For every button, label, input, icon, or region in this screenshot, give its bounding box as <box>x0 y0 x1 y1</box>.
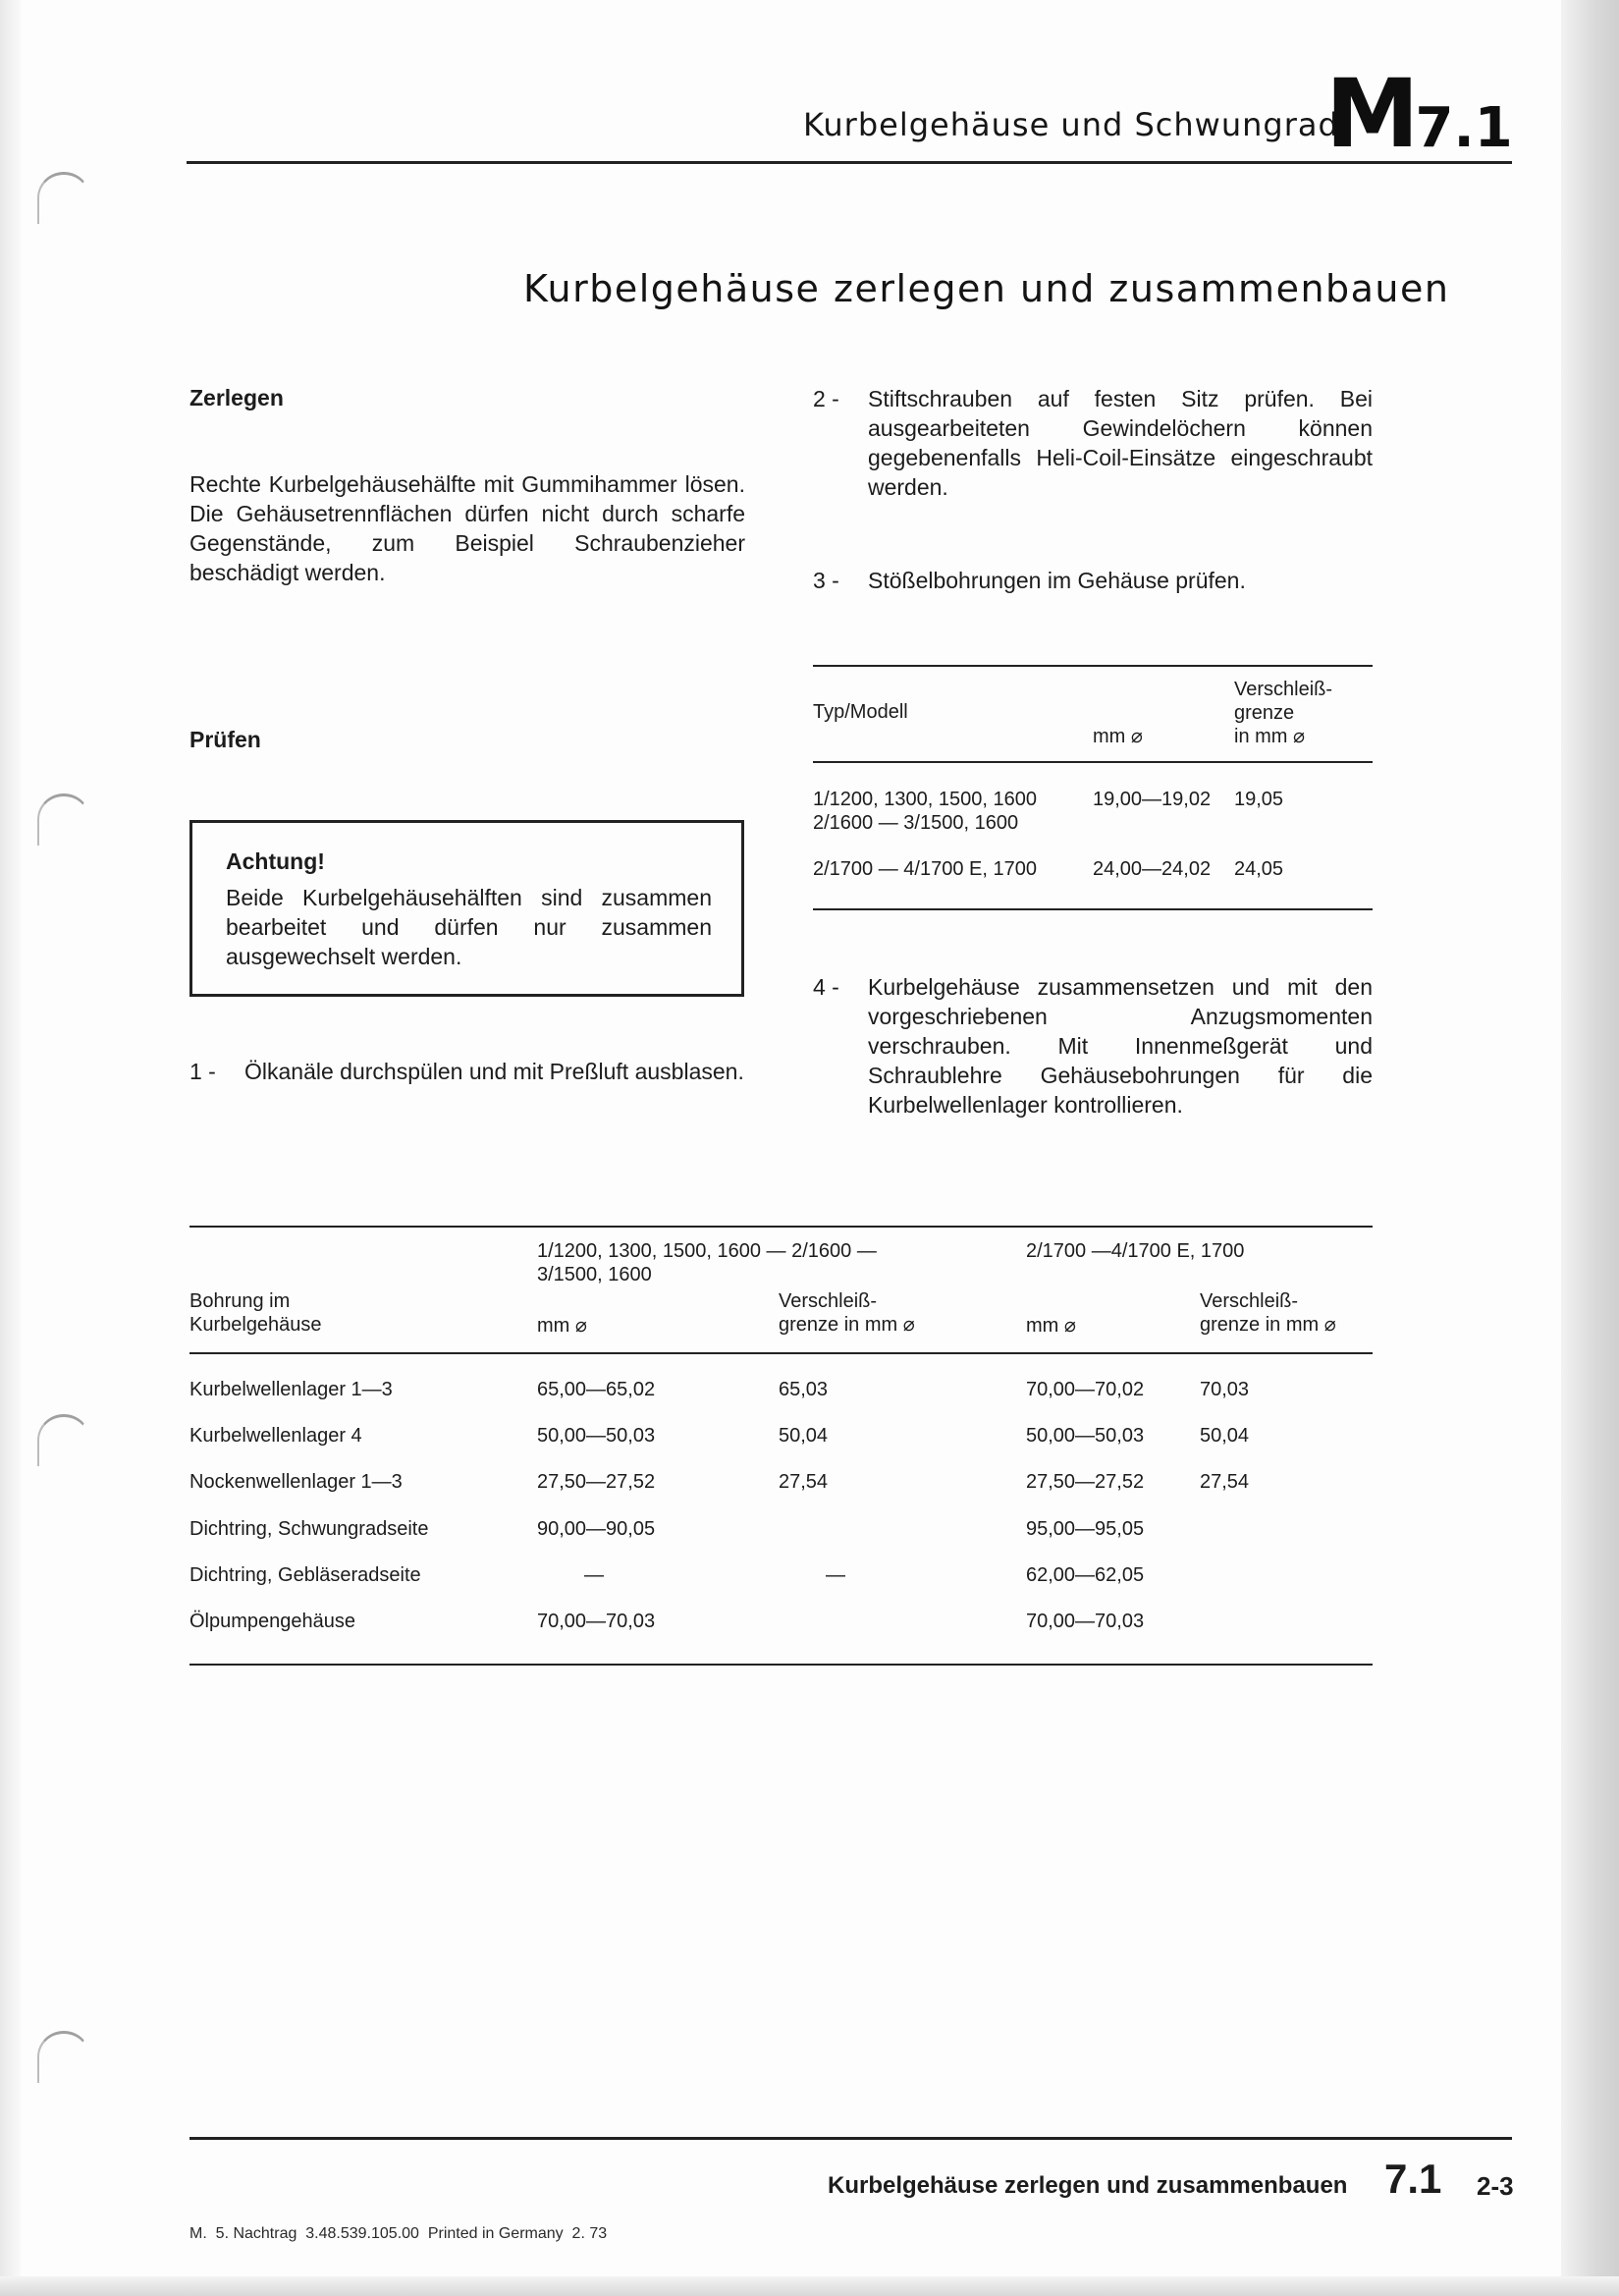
step-item <box>189 1057 745 1086</box>
col-header-size-1: mm ⌀ <box>537 1315 587 1337</box>
print-info: M. 5. Nachtrag 3.48.539.105.00 Printed in Germany 2. 73 <box>189 2225 608 2242</box>
step-item <box>813 972 1373 1120</box>
table-rule-top <box>189 1226 1373 1228</box>
binder-hole-mark <box>37 2031 90 2083</box>
col-header-size: mm ⌀ <box>1093 726 1143 747</box>
step-number: 1 - <box>189 1059 216 1084</box>
col-header-wear-2: Verschleiß- grenze in mm ⌀ <box>1200 1290 1336 1336</box>
footer-rule <box>189 2137 1512 2140</box>
section-code <box>1325 59 1513 169</box>
page-title: Kurbelgehäuse zerlegen und zusammenbauen <box>523 267 1450 310</box>
cell-wear-1: 50,04 <box>779 1425 829 1447</box>
section-code-number: 7.1 <box>1415 96 1513 160</box>
cell-size: 24,00—24,02 <box>1093 858 1212 880</box>
cell-size-1: — <box>584 1564 604 1586</box>
table-rule-bottom <box>189 1664 1373 1666</box>
cell-bore: Kurbelwellenlager 1—3 <box>189 1379 393 1400</box>
step-item <box>813 566 1373 595</box>
binder-hole-mark <box>37 172 90 224</box>
col-header-wear-limit: Verschleiß- grenze in mm ⌀ <box>1234 679 1333 747</box>
cell-size-2: 62,00—62,05 <box>1026 1564 1145 1586</box>
cell-wear-1: 27,54 <box>779 1471 829 1493</box>
scan-edge-right <box>1561 0 1619 2296</box>
cell-bore: Kurbelwellenlager 4 <box>189 1425 362 1447</box>
cell-wear-limit: 19,05 <box>1234 789 1284 810</box>
table-rule-header <box>189 1352 1373 1354</box>
cell-size-1: 90,00—90,05 <box>537 1518 656 1540</box>
header-rule <box>187 161 1512 164</box>
disassembly-text: Rechte Kurbelgehäusehälfte mit Gummihammer lösen. Die Gehäusetrennflächen dürfen nicht durch scharfe Gegenstände, zum Beispiel Schraubenzieher beschädigt werden. <box>189 471 745 585</box>
step-text: Stößelbohrungen im Gehäuse prüfen. <box>868 568 1246 593</box>
footer-page-number: 2-3 <box>1477 2171 1514 2201</box>
cell-bore: Dichtring, Gebläseradseite <box>189 1564 421 1586</box>
section-code-letter: M <box>1325 59 1416 169</box>
heading-disassembly: Zerlegen <box>189 385 284 410</box>
step-text: Kurbelgehäuse zusammensetzen und mit den vorgeschriebenen Anzugsmomenten verschrauben. Mit Innenmeßgerät und Schraublehre Gehäusebohrungen für die Kurbelwellenlager kontrollieren. <box>868 974 1373 1118</box>
cell-size-1: 50,00—50,03 <box>537 1425 656 1447</box>
warning-text: Beide Kurbelgehäusehälften sind zusammen bearbeitet und dürfen nur zusammen ausgewechselt werden. <box>226 885 712 969</box>
group-header-1: 1/1200, 1300, 1500, 1600 — 2/1600 — 3/1500, 1600 <box>537 1240 877 1285</box>
cell-size-2: 95,00—95,05 <box>1026 1518 1145 1540</box>
scan-edge-bottom <box>0 2276 1619 2296</box>
cell-model: 2/1700 — 4/1700 E, 1700 <box>813 858 1037 880</box>
cell-bore: Nockenwellenlager 1—3 <box>189 1471 403 1493</box>
col-header-wear-1: Verschleiß- grenze in mm ⌀ <box>779 1290 915 1336</box>
binder-hole-mark <box>37 793 90 846</box>
table-rule-header <box>813 761 1373 763</box>
cell-wear-1: 65,03 <box>779 1379 829 1400</box>
cell-size-2: 70,00—70,03 <box>1026 1611 1145 1632</box>
table-rule-bottom <box>813 908 1373 910</box>
cell-size-2: 70,00—70,02 <box>1026 1379 1145 1400</box>
cell-size-1: 27,50—27,52 <box>537 1471 656 1493</box>
cell-bore: Ölpumpengehäuse <box>189 1611 356 1632</box>
heading-inspection: Prüfen <box>189 727 261 752</box>
step-text: Stiftschrauben auf festen Sitz prüfen. Bei ausgearbeiteten Gewindelöchern können gegebenenfalls Heli-Coil-Einsätze eingeschraubt werden. <box>868 386 1373 500</box>
step-text: Ölkanäle durchspülen und mit Preßluft ausblasen. <box>244 1059 744 1084</box>
step-number: 4 - <box>813 974 839 1000</box>
cell-wear-limit: 24,05 <box>1234 858 1284 880</box>
cell-wear-2: 70,03 <box>1200 1379 1250 1400</box>
warning-box <box>189 820 744 997</box>
step-number: 2 - <box>813 386 839 411</box>
footer-title: Kurbelgehäuse zerlegen und zusammenbauen <box>828 2172 1348 2199</box>
binder-hole-mark <box>37 1414 90 1466</box>
cell-size-2: 27,50—27,52 <box>1026 1471 1145 1493</box>
col-header-model: Typ/Modell <box>813 701 908 723</box>
cell-model: 1/1200, 1300, 1500, 1600 2/1600 — 3/1500, 1600 <box>813 789 1037 834</box>
cell-size-1: 65,00—65,02 <box>537 1379 656 1400</box>
cell-wear-2: 27,54 <box>1200 1471 1250 1493</box>
cell-size-2: 50,00—50,03 <box>1026 1425 1145 1447</box>
cell-wear-2: 50,04 <box>1200 1425 1250 1447</box>
section-title: Kurbelgehäuse und Schwungrad <box>803 106 1339 143</box>
warning-title: Achtung! <box>226 848 325 874</box>
cell-size: 19,00—19,02 <box>1093 789 1212 810</box>
group-header-2: 2/1700 —4/1700 E, 1700 <box>1026 1240 1245 1262</box>
cell-bore: Dichtring, Schwungradseite <box>189 1518 429 1540</box>
cell-size-1: 70,00—70,03 <box>537 1611 656 1632</box>
table-rule-top <box>813 665 1373 667</box>
scan-edge-left <box>0 0 22 2296</box>
col-header-size-2: mm ⌀ <box>1026 1315 1076 1337</box>
cell-wear-1: — <box>826 1564 845 1586</box>
col-header-bore: Bohrung im Kurbelgehäuse <box>189 1290 322 1336</box>
footer-section: 7.1 <box>1384 2156 1442 2202</box>
step-number: 3 - <box>813 568 839 593</box>
step-item <box>813 384 1373 502</box>
